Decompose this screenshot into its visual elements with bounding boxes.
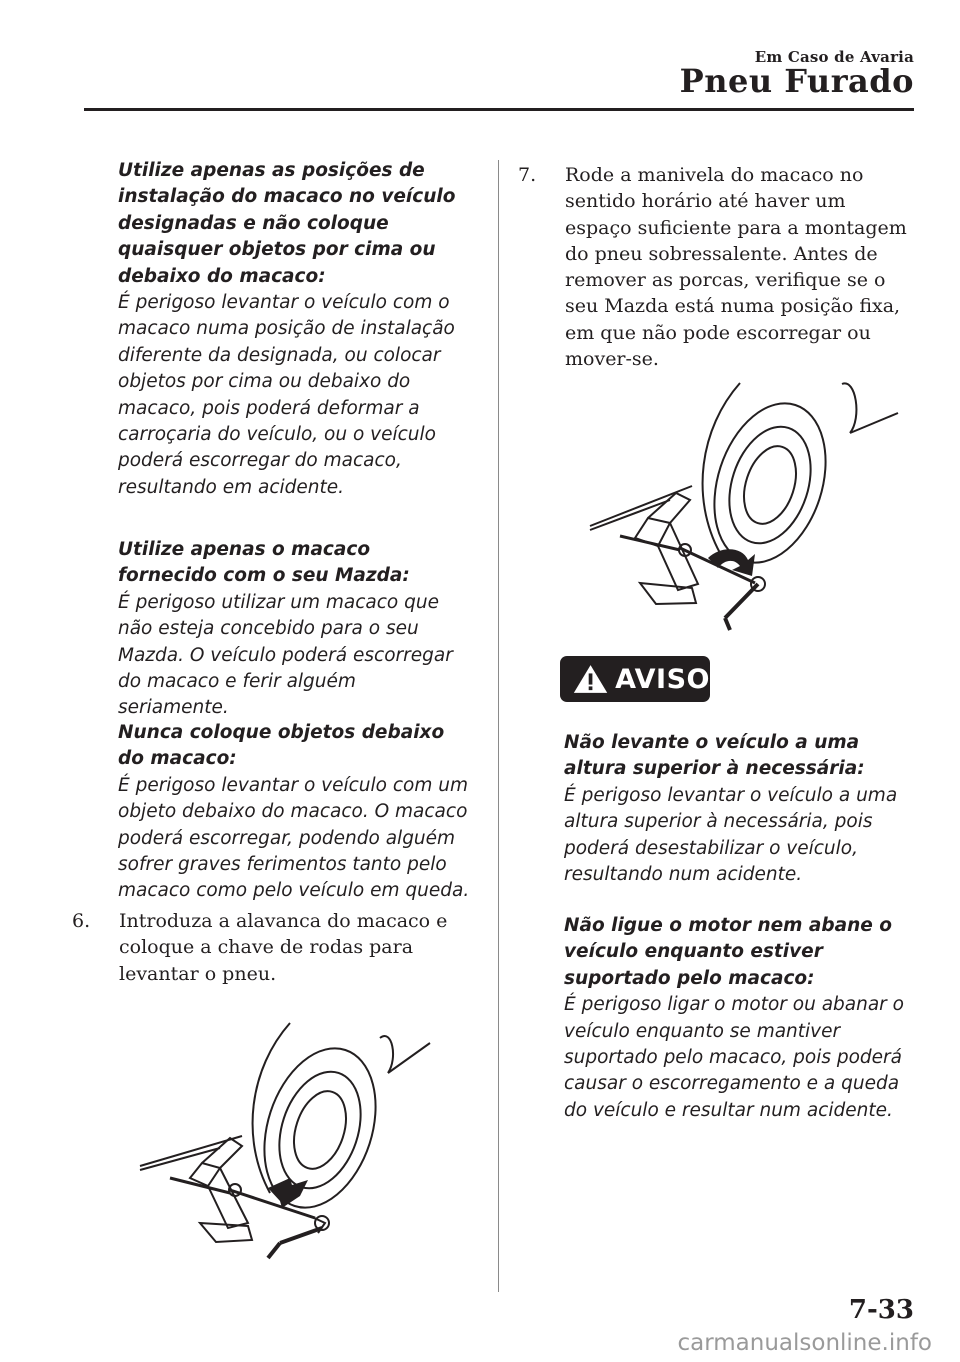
aviso-warning-label bbox=[560, 656, 710, 702]
step-number: 7. bbox=[518, 164, 537, 186]
jack-rotate-illustration bbox=[580, 378, 920, 638]
section-title: Em Caso de Avaria bbox=[754, 48, 914, 66]
warning-body: É perigoso levantar o veículo a uma altura superior à necessária, pois poderá desestabilizar o veículo, resultando num acidente. bbox=[564, 784, 898, 886]
warning-body: É perigoso utilizar um macaco que não esteja concebido para o seu Mazda. O veículo poderá escorregar do macaco e ferir alguém seriamente. bbox=[118, 591, 453, 719]
warning-body: É perigoso ligar o motor ou abanar o veículo enquanto se mantiver suportado pelo macaco, pois poderá causar o escorregamento e a queda do veículo e resultar num acidente. bbox=[564, 994, 904, 1121]
warning-use-supplied-jack bbox=[118, 537, 470, 722]
page-number: 7-33 bbox=[848, 1295, 914, 1325]
column-divider bbox=[498, 160, 499, 1292]
page-title: Pneu Furado bbox=[679, 62, 914, 100]
warning-heading: Utilize apenas as posições de instalação do macaco no veículo designadas e não coloque quaisquer objetos por cima ou debaixo do macaco: bbox=[118, 160, 456, 287]
jack-lever-illustration bbox=[130, 1018, 470, 1268]
warning-jack-position bbox=[118, 158, 470, 501]
warning-body: É perigoso levantar o veículo com um objeto debaixo do macaco. O macaco poderá escorregar, podendo alguém sofrer graves ferimentos tanto pelo macaco como pelo veículo em queda. bbox=[118, 774, 470, 902]
warning-lift-height bbox=[564, 730, 916, 888]
step-6 bbox=[72, 908, 470, 987]
warning-triangle-icon bbox=[572, 662, 609, 696]
warning-heading: Não ligue o motor nem abane o veículo enquanto estiver suportado pelo macaco: bbox=[564, 915, 892, 989]
step-text: Introduza a alavanca do macaco e coloque a chave de rodas para levantar o pneu. bbox=[119, 910, 448, 985]
step-text: Rode a manivela do macaco no sentido horário até haver um espaço suficiente para a montagem do pneu sobressalente. Antes de remover as porcas, verifique se o seu Mazda está numa posição fixa, em que não pode escorregar ou mover-se. bbox=[565, 164, 907, 371]
warning-heading: Não levante o veículo a uma altura superior à necessária: bbox=[564, 732, 865, 780]
warning-heading: Nunca coloque objetos debaixo do macaco: bbox=[118, 722, 445, 770]
step-number: 6. bbox=[72, 910, 91, 932]
aviso-label: AVISO bbox=[615, 663, 710, 695]
warning-heading: Utilize apenas o macaco fornecido com o seu Mazda: bbox=[118, 539, 410, 587]
warning-engine-shake bbox=[564, 913, 916, 1124]
warning-body: É perigoso levantar o veículo com o macaco numa posição de instalação diferente da designada, ou colocar objetos por cima ou debaixo do macaco, pois poderá deformar a carroçaria do veículo, ou o veículo poderá escorregar do macaco, resultando em acidente. bbox=[118, 292, 455, 498]
header-divider bbox=[84, 108, 914, 111]
warning-no-objects-under-jack bbox=[118, 720, 470, 905]
watermark: carmanualsonline.info bbox=[677, 1330, 932, 1356]
step-7 bbox=[518, 162, 918, 372]
